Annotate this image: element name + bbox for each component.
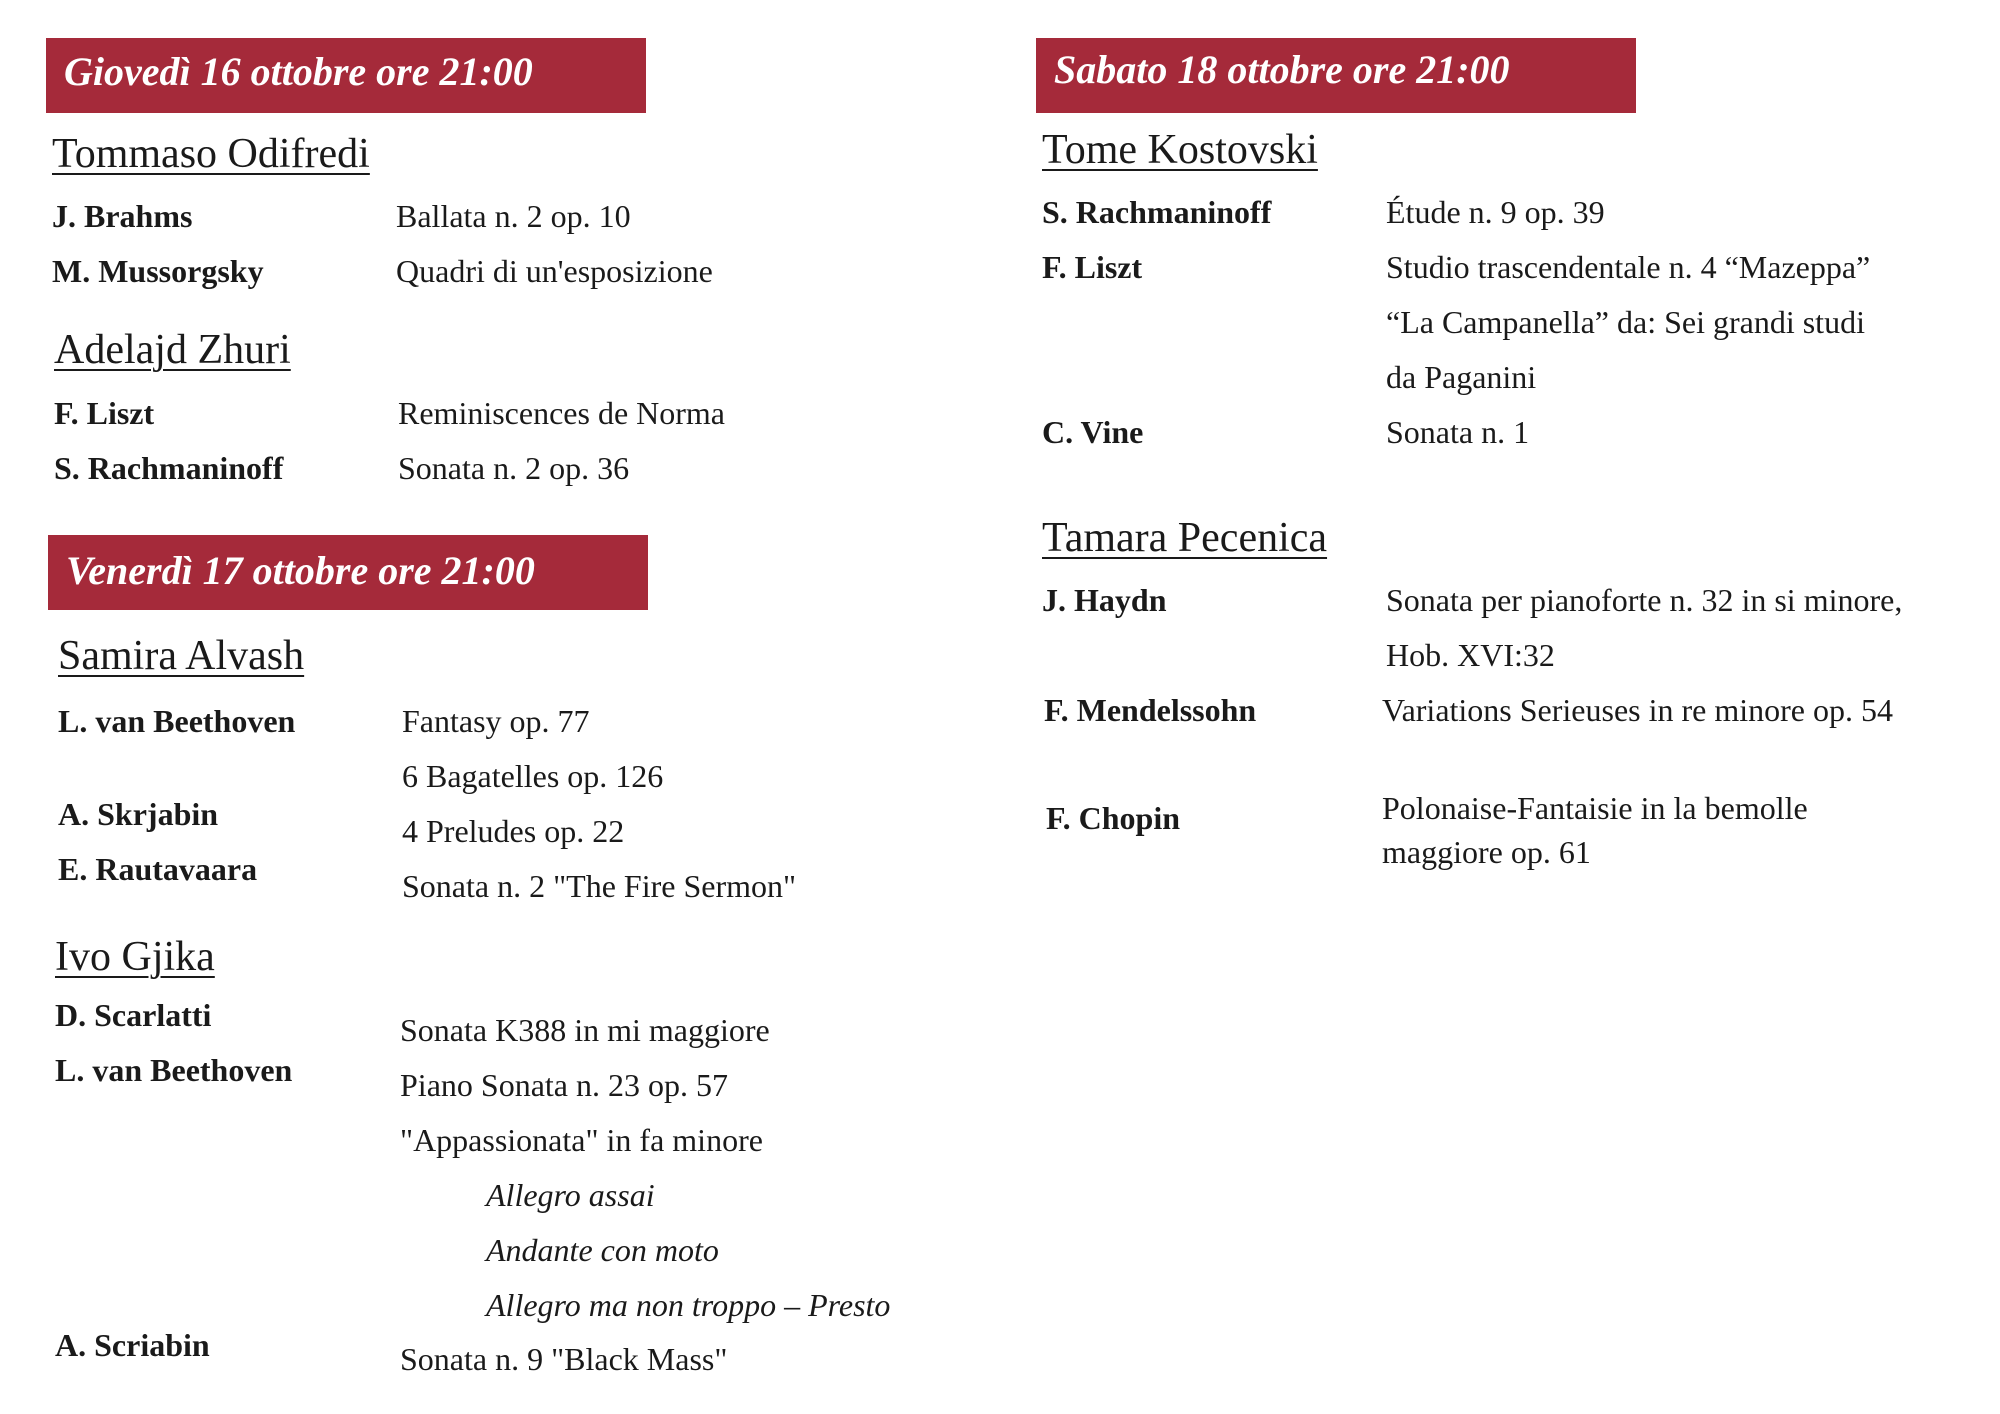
composer: S. Rachmaninoff xyxy=(1042,194,1272,230)
composer: F. Liszt xyxy=(1042,249,1143,285)
piece: maggiore op. 61 xyxy=(1382,834,1591,870)
movement: Andante con moto xyxy=(486,1232,719,1268)
performer-name: Ivo Gjika xyxy=(55,934,215,980)
performer-name: Tamara Pecenica xyxy=(1042,515,1328,561)
date-banner-venerdi xyxy=(48,535,648,610)
composer: J. Haydn xyxy=(1042,582,1167,618)
piece: da Paganini xyxy=(1386,359,1537,395)
performer-name: Adelajd Zhuri xyxy=(54,327,291,373)
piece: Hob. XVI:32 xyxy=(1386,637,1555,673)
piece: "Appassionata" in fa minore xyxy=(400,1122,763,1158)
composer: F. Liszt xyxy=(54,395,155,431)
composer: E. Rautavaara xyxy=(58,851,258,887)
movement: Allegro assai xyxy=(486,1177,655,1213)
piece: Sonata n. 9 "Black Mass" xyxy=(400,1341,728,1377)
piece: Variations Serieuses in re minore op. 54 xyxy=(1382,692,1893,728)
piece: “La Campanella” da: Sei grandi studi xyxy=(1386,304,1865,340)
piece: 6 Bagatelles op. 126 xyxy=(402,758,664,794)
date-banner-label: Giovedì 16 ottobre ore 21:00 xyxy=(64,49,533,94)
composer: L. van Beethoven xyxy=(58,703,296,739)
composer: D. Scarlatti xyxy=(55,997,212,1033)
piece: Polonaise-Fantaisie in la bemolle xyxy=(1382,790,1808,826)
piece: Studio trascendentale n. 4 “Mazeppa” xyxy=(1386,249,1871,285)
composer: A. Skrjabin xyxy=(58,796,219,832)
composer: F. Mendelssohn xyxy=(1044,692,1257,728)
piece: Sonata n. 1 xyxy=(1386,414,1530,450)
piece: Sonata n. 2 op. 36 xyxy=(398,450,630,486)
performer-name: Tommaso Odifredi xyxy=(52,131,370,177)
piece: Fantasy op. 77 xyxy=(402,703,590,739)
piece: Reminiscences de Norma xyxy=(398,395,725,431)
piece: Sonata per pianoforte n. 32 in si minore, xyxy=(1386,582,1903,618)
piece: Quadri di un'esposizione xyxy=(396,253,713,289)
performer-name: Samira Alvash xyxy=(58,633,305,679)
composer: M. Mussorgsky xyxy=(52,253,264,289)
composer: C. Vine xyxy=(1042,414,1144,450)
date-banner-sabato xyxy=(1036,38,1636,113)
composer: S. Rachmaninoff xyxy=(54,450,284,486)
composer: L. van Beethoven xyxy=(55,1052,293,1088)
piece: Ballata n. 2 op. 10 xyxy=(396,198,631,234)
composer: A. Scriabin xyxy=(55,1327,210,1363)
composer: F. Chopin xyxy=(1046,800,1180,836)
date-banner-label: Sabato 18 ottobre ore 21:00 xyxy=(1054,47,1510,92)
composer: J. Brahms xyxy=(52,198,193,234)
date-banner-label: Venerdì 17 ottobre ore 21:00 xyxy=(66,548,535,593)
date-banner-giovedi xyxy=(46,38,646,113)
piece: 4 Preludes op. 22 xyxy=(402,813,625,849)
movement: Allegro ma non troppo – Presto xyxy=(486,1287,891,1323)
performer-name: Tome Kostovski xyxy=(1042,127,1318,173)
piece: Sonata K388 in mi maggiore xyxy=(400,1012,770,1048)
piece: Étude n. 9 op. 39 xyxy=(1386,194,1605,230)
piece: Piano Sonata n. 23 op. 57 xyxy=(400,1067,728,1103)
piece: Sonata n. 2 "The Fire Sermon" xyxy=(402,868,797,904)
